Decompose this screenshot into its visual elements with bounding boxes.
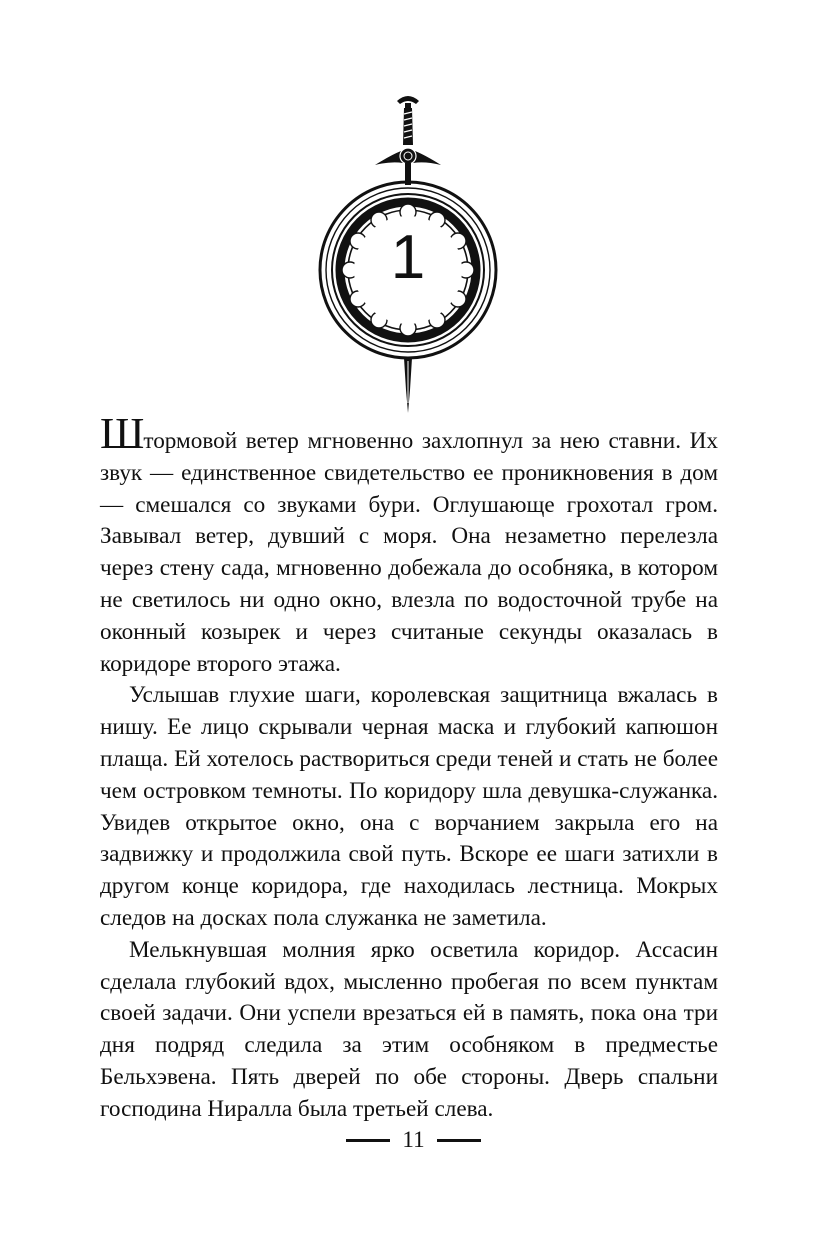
- paragraph-3: Мелькнувшая молния ярко осветила коридор. Ассасин сделала глубокий вдох, мысленно пробегая по всем пунктам своей задачи. Они успели врезаться ей в память, пока она три дня подряд следила за этим особняком в предместье Бельхэвена. Пять дверей по обе стороны. Дверь спальни господина Ниралла была третьей слева.: [100, 936, 718, 1122]
- page-number: 11: [402, 1127, 425, 1152]
- sword-pommel: [397, 96, 419, 104]
- paragraph-1: [100, 409, 718, 680]
- chapter-number: 1: [390, 223, 426, 292]
- folio-dash-right: [437, 1139, 481, 1142]
- drop-initial: Ш: [100, 409, 144, 458]
- chapter-text: [100, 409, 718, 1126]
- page-footer: [0, 1125, 827, 1155]
- paragraph-2: Услышав глухие шаги, королевская защитница вжалась в нишу. Ее лицо скрывали черная маска и глубокий капюшон плаща. Ей хотелось раствориться среди теней и стать не более чем островком темноты. По коридору шла девушка-служанка. Увидев открытое окно, она с ворчанием закрыла его на задвижку и продолжила свой путь. Вскоре ее шаги затихли в другом конце коридора, где находилась лестница. Мокрых следов на досках пола служанка не заметила.: [100, 682, 718, 931]
- paragraph-1-text: тормовой ветер мгновенно захлопнул за нею ставни. Их звук — единственное свидетельство ее проникновения в дом — смешался со звуками бури. Оглушающе грохотал гром. Завывал ветер, дувший с моря. Она незаметно перелезла через стену сада, мгновенно добежала до особняка, в котором не светилось ни одно окно, влезла по водосточной трубе на оконный козырек и через считаные секунды оказалась в коридоре второго этажа.: [100, 428, 718, 677]
- sword-guard-gem: [400, 148, 416, 164]
- sword-pommel-neck: [405, 103, 411, 108]
- folio-dash-left: [346, 1139, 390, 1142]
